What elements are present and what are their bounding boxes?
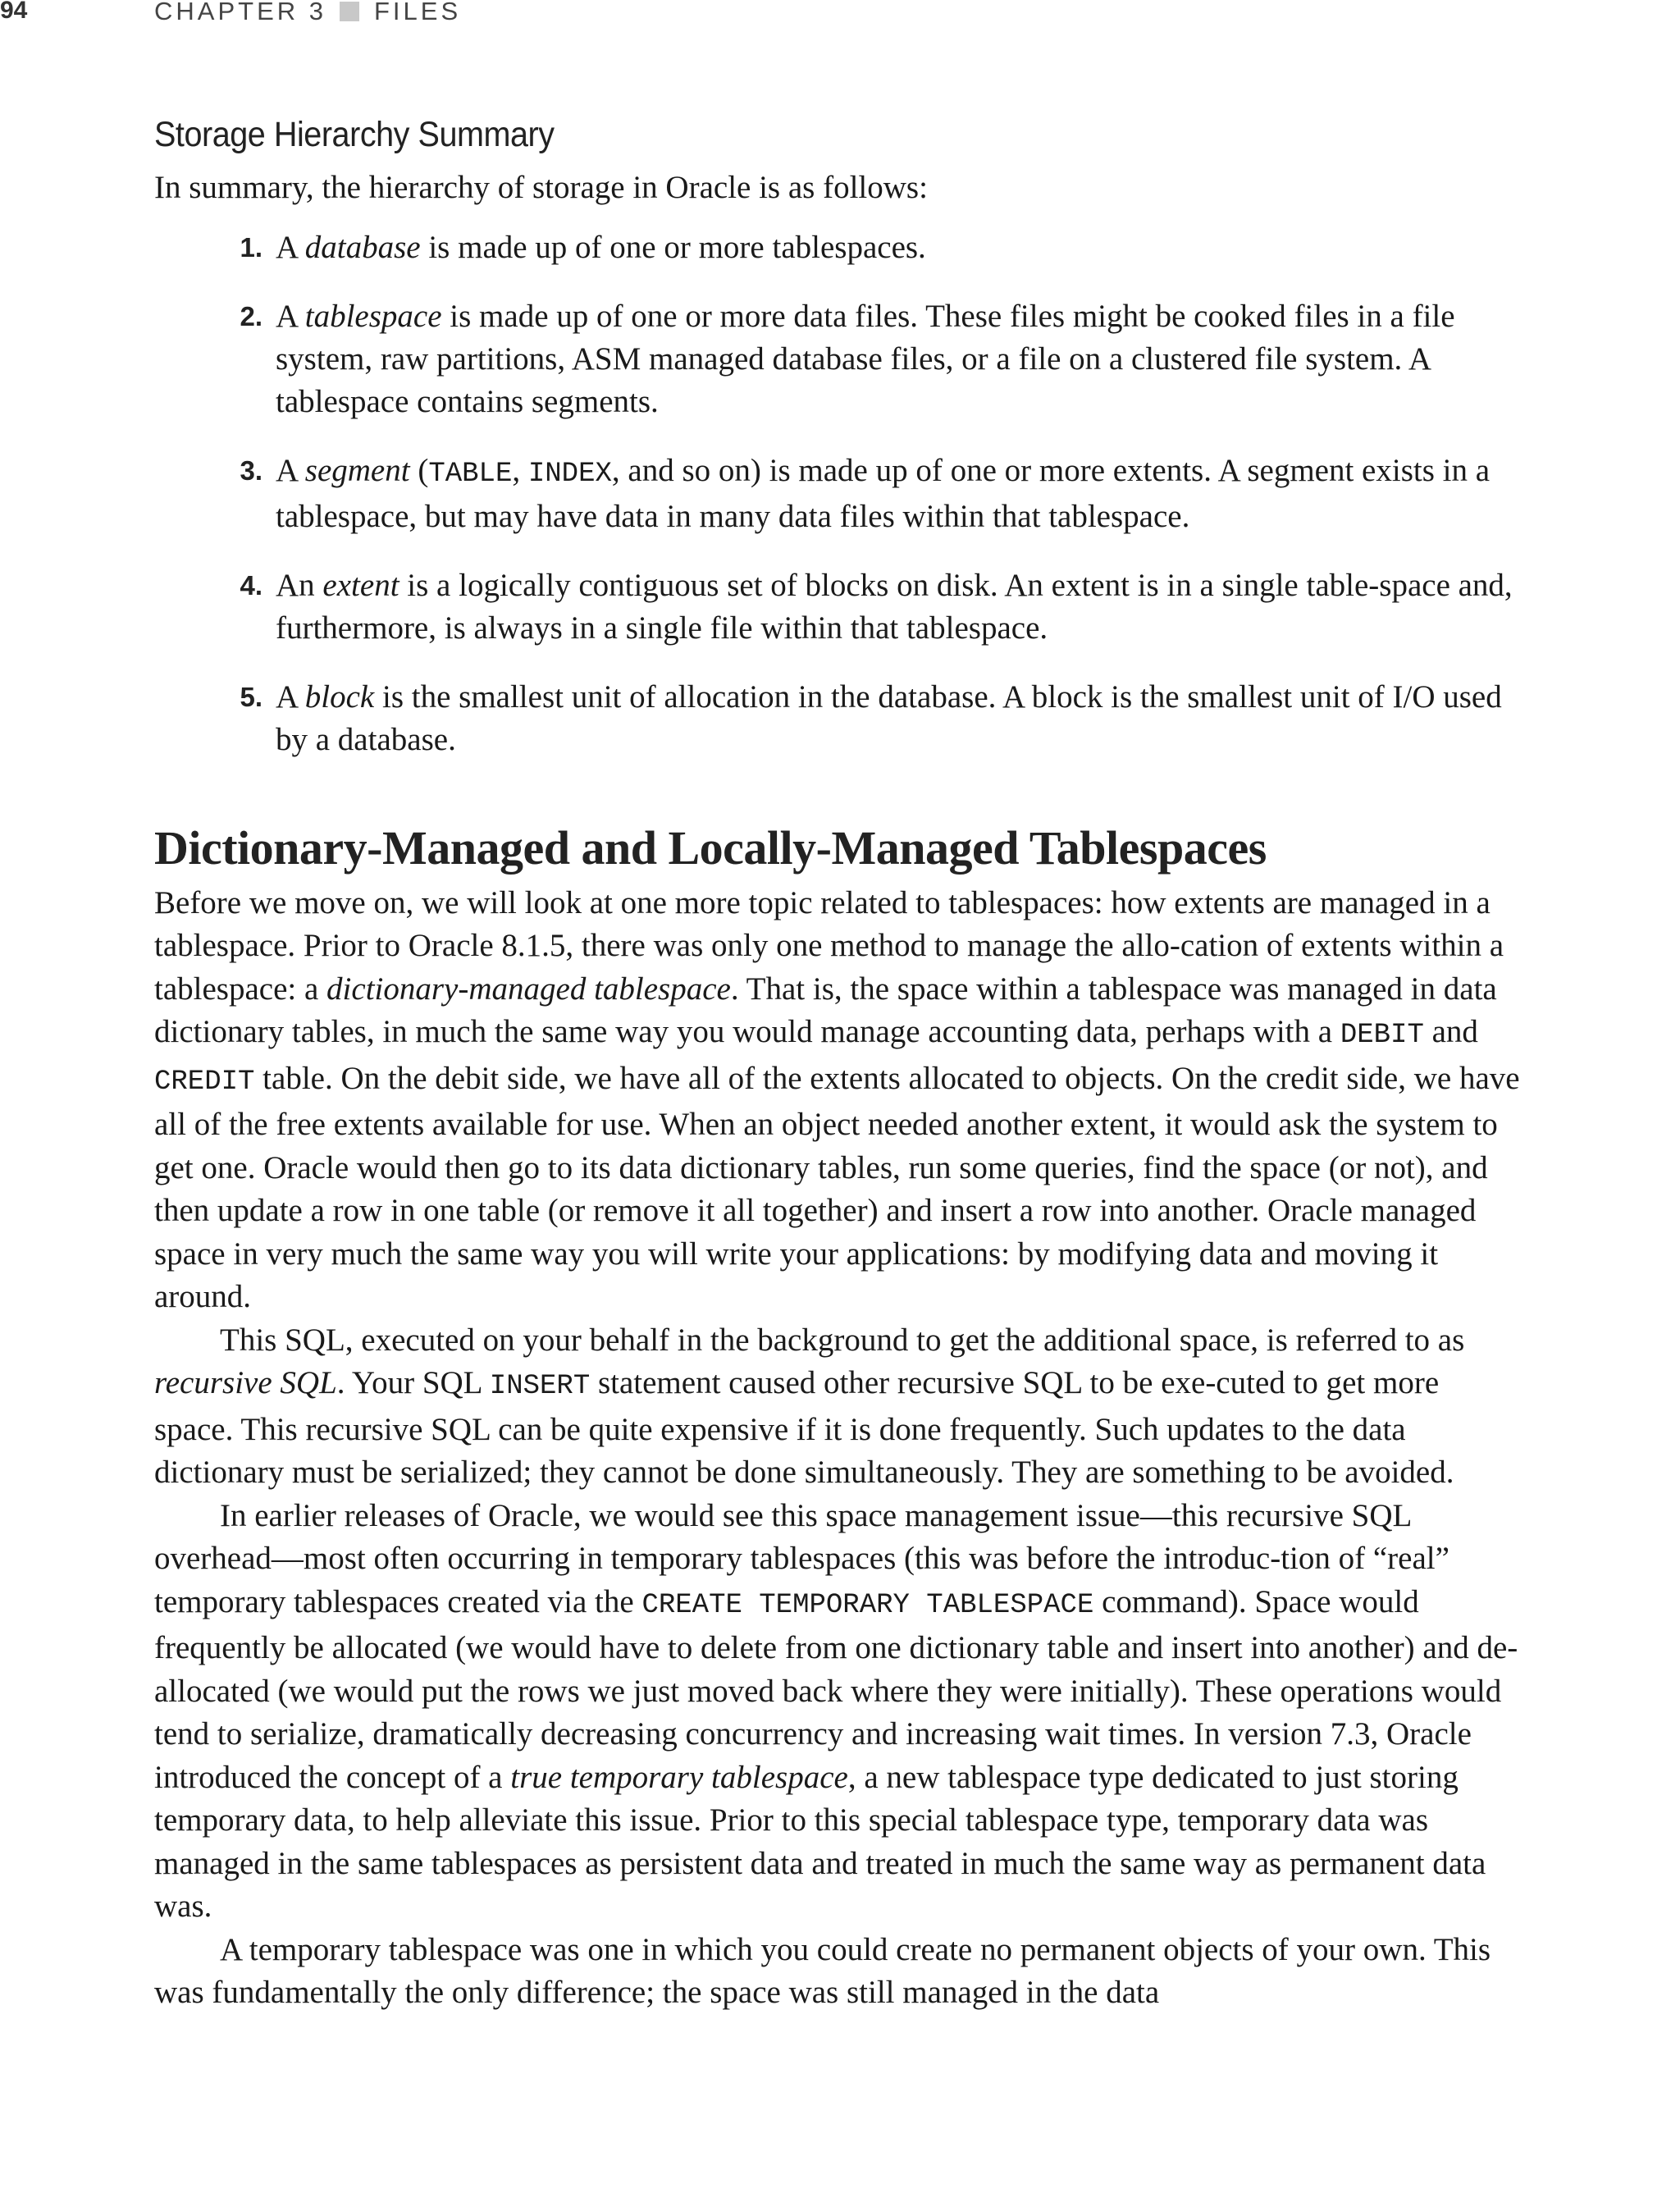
- chapter-label: CHAPTER 3: [154, 0, 326, 25]
- term: tablespace: [304, 298, 442, 334]
- code-term: CREDIT: [154, 1066, 255, 1098]
- list-item: [154, 450, 1520, 538]
- code-term: INSERT: [489, 1371, 591, 1402]
- summary-heading: Storage Hierarchy Summary: [154, 115, 555, 154]
- paragraph-1: Before we move on, we will look at one more topic related to tablespaces: how extents are managed in a tablespace. Prior to Oracle 8.1.5, there was only one method to manage the allo-cation of extents within a tablespace: a dictionary-managed tablespace. That is, the space within a tablespace was managed in data dictionary tables, in much the same way you would manage accounting data, perhaps with a DEBIT and CREDIT table. On the debit side, we have all of the extents allocated to objects. On the credit side, we have all of the free extents available for use. When an object needed another extent, it would ask the system to get one. Oracle would then go to its data dictionary tables, run some queries, find the space (or not), and then update a row in one table (or remove it all together) and insert a row into another. Oracle managed space in very much the same way you will write your applications: by modifying data and moving it around.: [154, 884, 1520, 1314]
- list-number: 2.: [240, 300, 262, 331]
- header-separator-square: [340, 2, 359, 21]
- term: extent: [322, 567, 399, 603]
- list-item: [154, 295, 1520, 423]
- list-number: 5.: [240, 681, 262, 712]
- section-heading: Dictionary-Managed and Locally-Managed Tablespaces: [154, 820, 1267, 875]
- term: database: [304, 229, 421, 265]
- code-term: CREATE TEMPORARY TABLESPACE: [641, 1589, 1094, 1621]
- code-term: DEBIT: [1340, 1020, 1424, 1051]
- list-number: 3.: [240, 454, 262, 486]
- list-text: An extent is a logically contiguous set of blocks on disk. An extent is in a single table-space and, furthermore, is always in a single file within that tablespace.: [276, 567, 1513, 646]
- list-text: A tablespace is made up of one or more data files. These files might be cooked files in a file system, raw partitions, ASM managed database files, or a file on a clustered file system. A tablespace contains segments.: [276, 298, 1455, 419]
- list-item: [154, 564, 1520, 650]
- page-content: [154, 115, 1520, 2015]
- list-text: A block is the smallest unit of allocation in the database. A block is the smallest unit of I/O used by a database.: [276, 678, 1502, 757]
- page-number: 94: [0, 0, 28, 24]
- code-term: TABLE: [428, 458, 513, 490]
- summary-intro: In summary, the hierarchy of storage in Oracle is as follows:: [154, 170, 928, 205]
- section-label: FILES: [373, 0, 462, 25]
- term: block: [304, 678, 375, 715]
- running-head: [0, 0, 1680, 30]
- list-number: 1.: [240, 231, 262, 263]
- chapter-header: [154, 0, 461, 26]
- list-item: [154, 676, 1520, 761]
- term: segment: [304, 452, 410, 488]
- list-text: A segment (TABLE, INDEX, and so on) is made up of one or more extents. A segment exists in a tablespace, but may have data in many data files within that tablespace.: [276, 452, 1491, 534]
- paragraph-4: A temporary tablespace was one in which you could create no permanent objects of your own. This was fundamentally the only difference; the space was still managed in the data: [154, 1931, 1491, 2010]
- list-number: 4.: [240, 569, 262, 601]
- paragraph-2: This SQL, executed on your behalf in the background to get the additional space, is referred to as recursive SQL. Your SQL INSERT statement caused other recursive SQL to be exe-cuted to get more space. This recursive SQL can be quite expensive if it is done frequently. Such updates to the data dictionary must be serialized; they cannot be done simultaneously. They are something to be avoided.: [154, 1322, 1465, 1490]
- list-text: A database is made up of one or more tablespaces.: [276, 229, 926, 265]
- paragraph-3: In earlier releases of Oracle, we would see this space management issue—this recursive SQL overhead—most often occurring in temporary tablespaces (this was before the introduc-tion of “real” temporary tablespaces created via the CREATE TEMPORARY TABLESPACE command). Space would frequently be allocated (we would have to delete from one dictionary table and insert into another) and de-allocated (we would put the rows we just moved back where they were initially). These operations would tend to serialize, dramatically decreasing concurrency and increasing wait times. In version 7.3, Oracle introduced the concept of a true temporary tablespace, a new tablespace type dedicated to just storing temporary data, to help alleviate this issue. Prior to this special tablespace type, temporary data was managed in the same tablespaces as persistent data and treated in much the same way as permanent data was.: [154, 1497, 1518, 1924]
- hierarchy-list: [154, 226, 1520, 761]
- code-term: INDEX: [527, 458, 612, 490]
- list-item: [154, 226, 1520, 269]
